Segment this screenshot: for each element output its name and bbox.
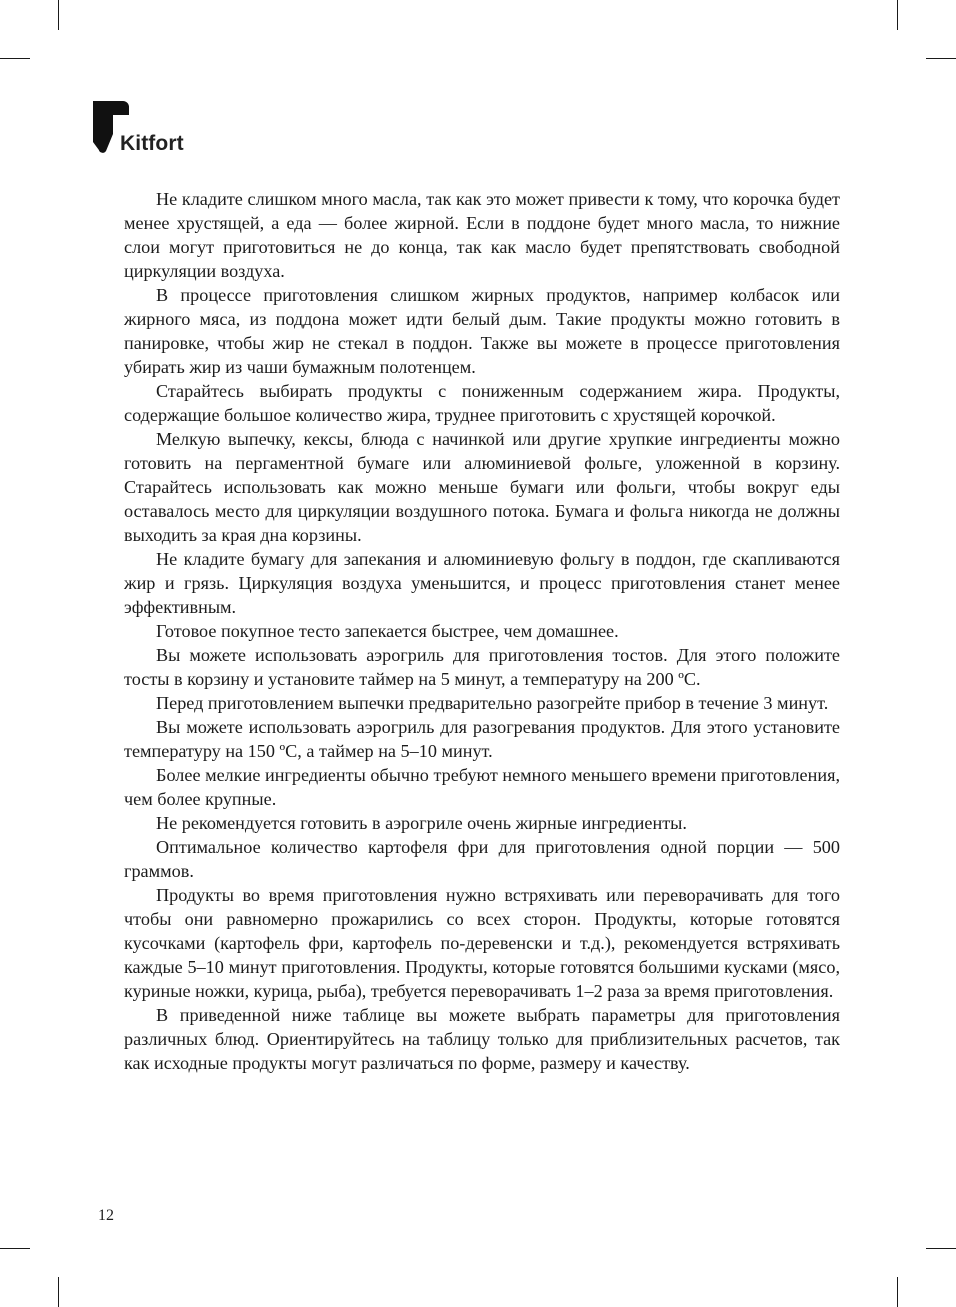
paragraph: Оптимальное количество картофеля фри для приготовления одной порции — 500 граммов.	[124, 837, 840, 881]
paragraph: Готовое покупное тесто запекается быстрее, чем домашнее.	[156, 621, 619, 641]
paragraph: В процессе приготовления слишком жирных продуктов, например колбасок или жирного мяса, из поддона может идти белый дым. Такие продукты можно готовить в панировке, чтобы жир не стекал в поддон. Также вы можете в процессе приготовления убирать жир из чаши бумажным полотенцем.	[124, 285, 840, 377]
paragraph: Вы можете использовать аэрогриль для разогревания продуктов. Для этого установите температуру на 150 ºС, а таймер на 5–10 минут.	[124, 717, 840, 761]
crop-mark-bottom-right-vertical	[897, 1277, 898, 1307]
crop-mark-bottom-left-vertical	[58, 1277, 59, 1307]
crop-mark-bottom-left-horizontal	[0, 1248, 30, 1249]
paragraph: Не кладите слишком много масла, так как это может привести к тому, что корочка будет менее хрустящей, а еда — более жирной. Если в поддоне будет много масла, то нижние слои могут приготовиться не до конца, так как масло будет препятствовать свободной циркуляции воздуха.	[124, 189, 840, 281]
brand-name: Kitfort	[120, 132, 184, 155]
paragraph: Перед приготовлением выпечки предварительно разогрейте прибор в течение 3 минут.	[156, 693, 829, 713]
paragraph: Более мелкие ингредиенты обычно требуют немного меньшего времени приготовления, чем более крупные.	[124, 765, 840, 809]
body-text	[124, 187, 840, 1075]
paragraph: Не кладите бумагу для запекания и алюминиевую фольгу в поддон, где скапливаются жир и грязь. Циркуляция воздуха уменьшится, и процесс приготовления станет менее эффективным.	[124, 549, 840, 617]
paragraph: Не рекомендуется готовить в аэрогриле очень жирные ингредиенты.	[156, 813, 687, 833]
paragraph: В приведенной ниже таблице вы можете выбрать параметры для приготовления различных блюд. Ориентируйтесь на таблицу только для приблизительных расчетов, так как исходные продукты могут различаться по форме, размеру и качеству.	[124, 1005, 840, 1073]
page-number: 12	[98, 1207, 114, 1224]
crop-mark-top-right-horizontal	[926, 58, 956, 59]
paragraph: Мелкую выпечку, кексы, блюда с начинкой или другие хрупкие ингредиенты можно готовить на пергаментной бумаге или алюминиевой фольге, уложенной в корзину. Старайтесь использовать как можно меньше бумаги или фольги, чтобы вокруг еды оставалось место для циркуляции воздушного потока. Бумага и фольга никогда не должны выходить за края дна корзины.	[124, 429, 840, 545]
crop-mark-top-left-vertical	[58, 0, 59, 30]
paragraph: Старайтесь выбирать продукты с пониженным содержанием жира. Продукты, содержащие большое количество жира, труднее приготовить с хрустящей корочкой.	[124, 381, 840, 425]
brand-logo	[93, 101, 213, 157]
crop-mark-top-left-horizontal	[0, 58, 30, 59]
paragraph: Продукты во время приготовления нужно встряхивать или переворачивать для того чтобы они равномерно прожарились со всех сторон. Продукты, которые готовятся кусочками (картофель фри, картофель по-деревенски и т.д.), рекомендуется встряхивать каждые 5–10 минут приготовления. Продукты, которые готовятся большими кусками (мясо, куриные ножки, курица, рыба), требуется переворачивать 1–2 раза за время приготовления.	[124, 885, 840, 1001]
crop-mark-bottom-right-horizontal	[926, 1248, 956, 1249]
crop-mark-top-right-vertical	[897, 0, 898, 30]
paragraph: Вы можете использовать аэрогриль для приготовления тостов. Для этого положите тосты в корзину и установите таймер на 5 минут, а температуру на 200 ºС.	[124, 645, 840, 689]
